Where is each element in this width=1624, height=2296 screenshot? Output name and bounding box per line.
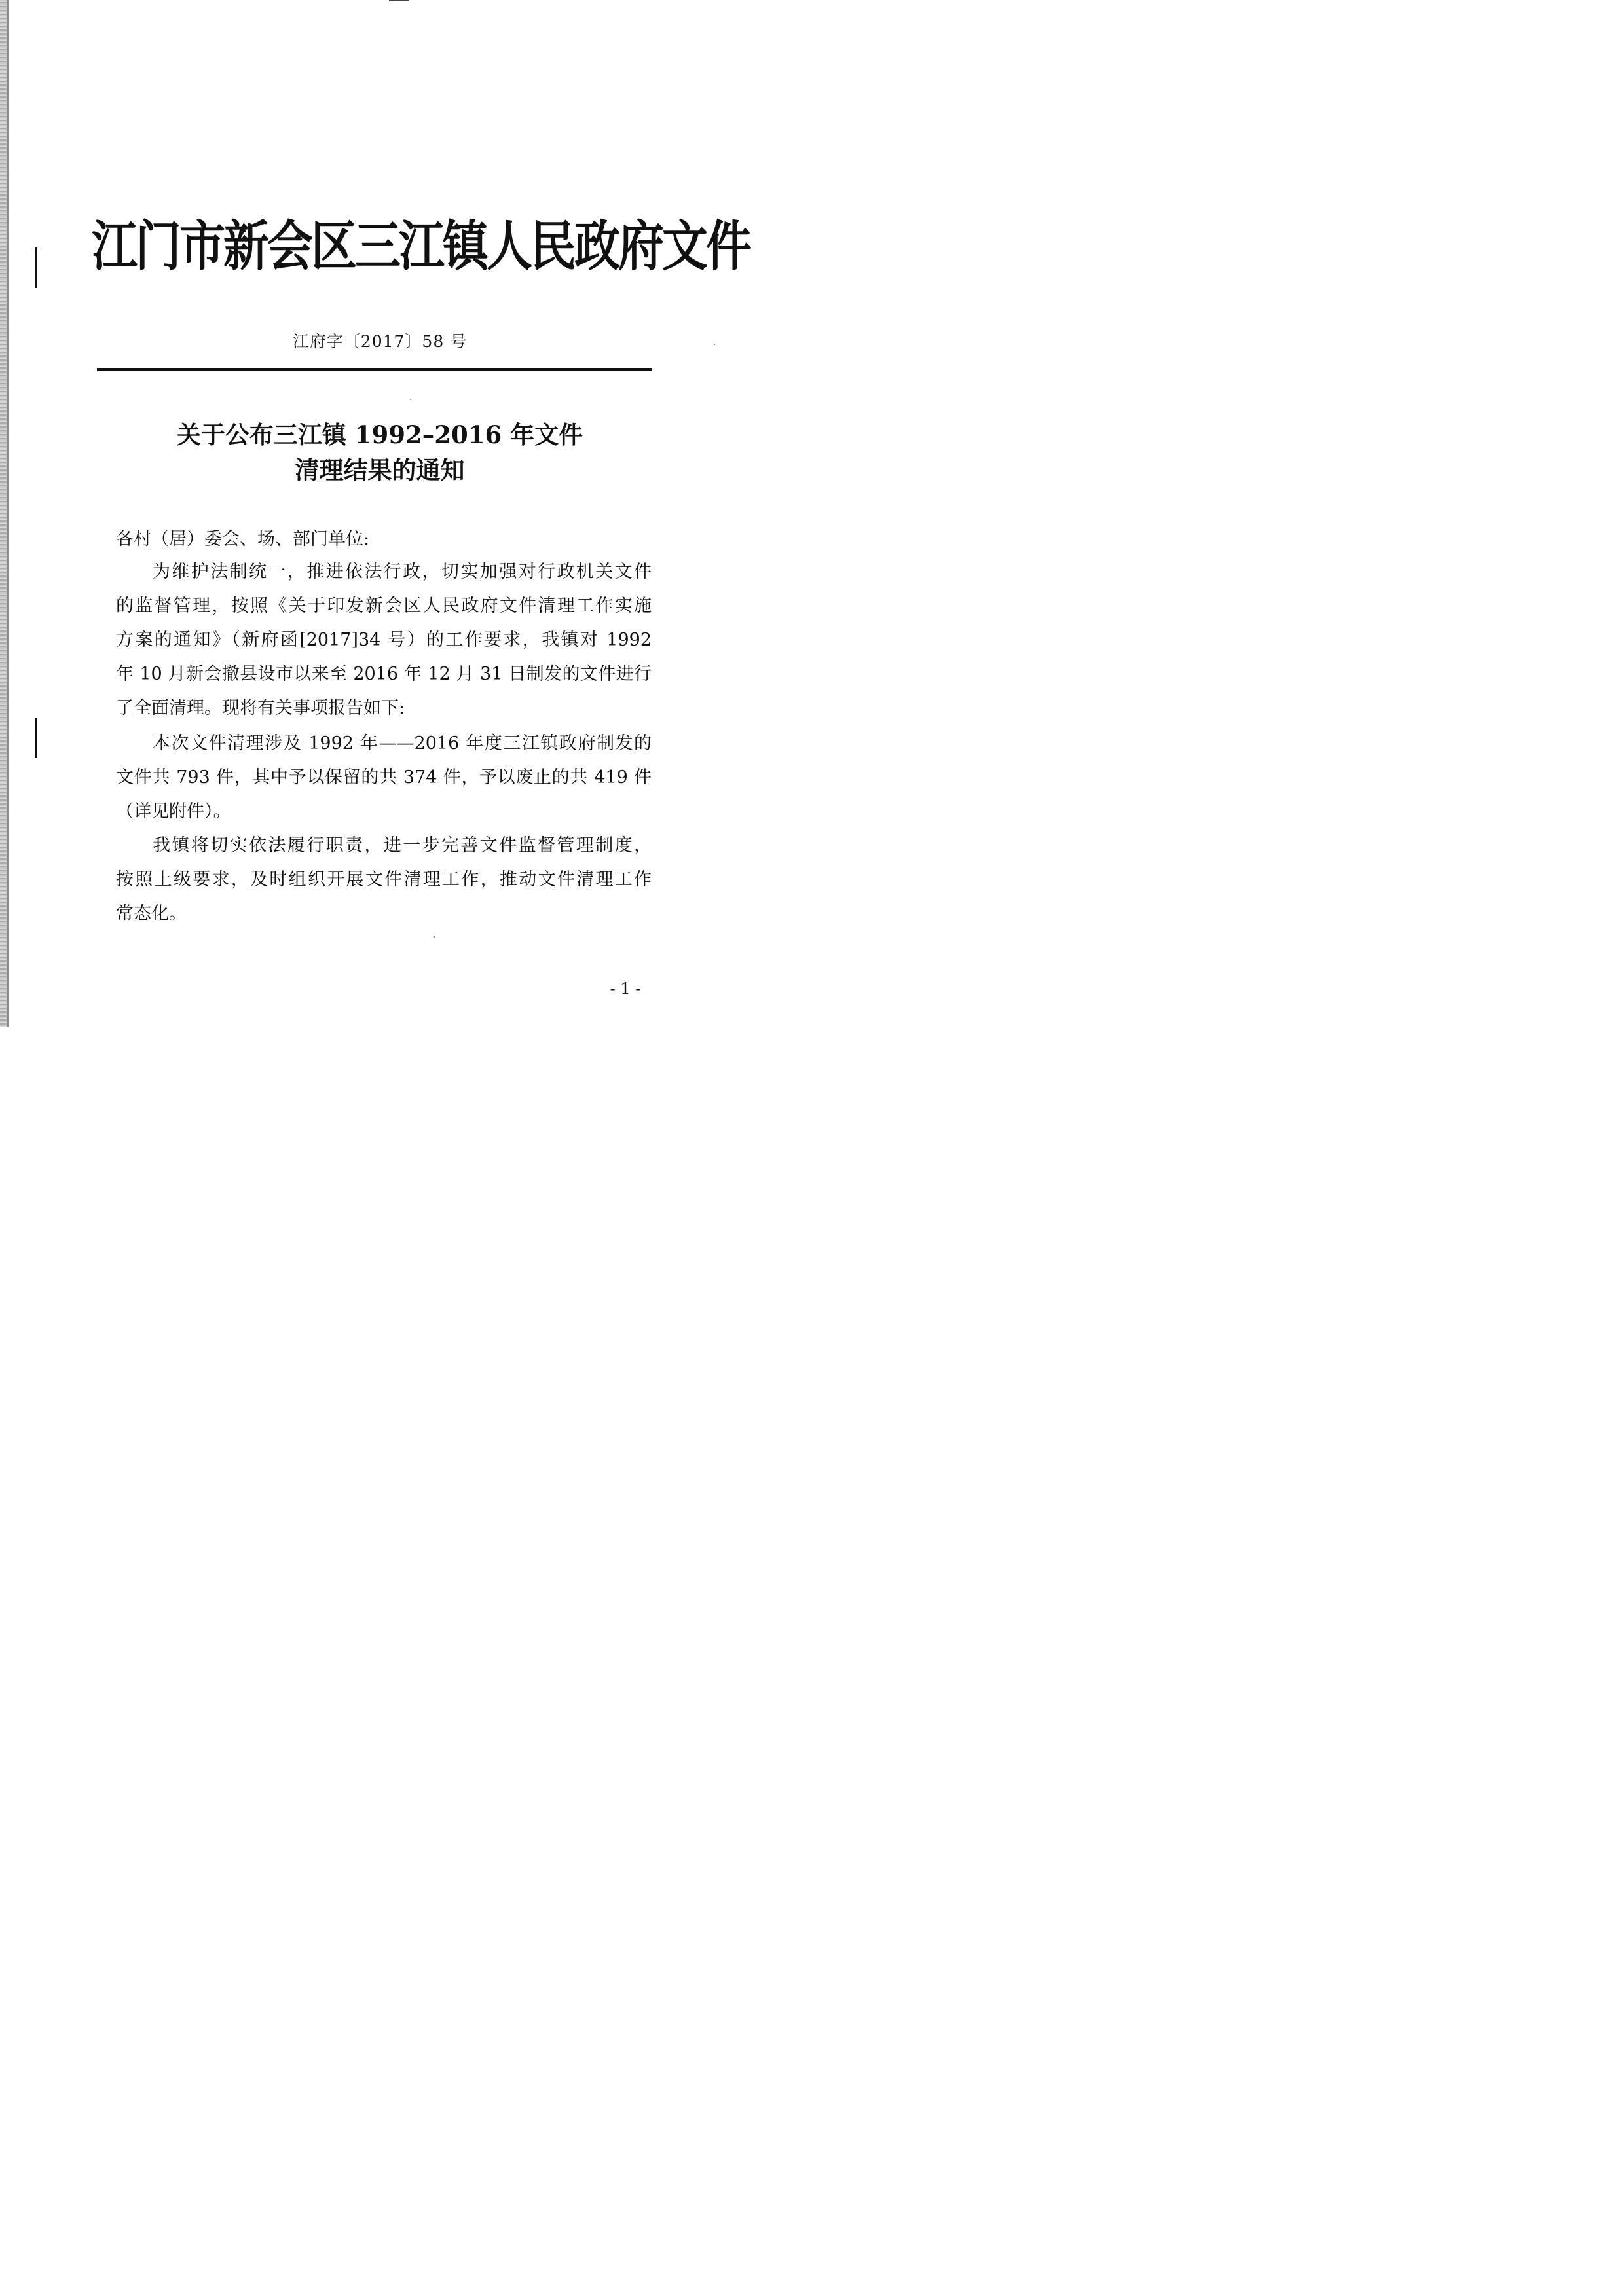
paragraph-line: 本次文件清理涉及 1992 年——2016 年度三江镇政府制发的 xyxy=(153,733,652,754)
paragraph-line: 文件共 793 件，其中予以保留的共 374 件，予以废止的共 419 件 xyxy=(116,767,652,788)
binding-mark-upper xyxy=(35,247,37,288)
page-number: - 1 - xyxy=(610,979,641,998)
paragraph-line: （详见附件）。 xyxy=(116,801,231,822)
paragraph-line: 按照上级要求，及时组织开展文件清理工作，推动文件清理工作 xyxy=(116,869,652,890)
paragraph-commitment xyxy=(116,829,652,931)
scan-speck xyxy=(714,344,715,345)
paragraph-line: 常态化。 xyxy=(116,903,187,924)
scan-edge xyxy=(0,0,7,1027)
paragraph-line: 的监督管理，按照《关于印发新会区人民政府文件清理工作实施 xyxy=(116,596,652,616)
scan-edge-line xyxy=(7,0,9,1027)
paragraph-line: 方案的通知》（新府函[2017]34 号）的工作要求，我镇对 1992 xyxy=(116,630,652,650)
paragraph-line: 了全面清理。现将有关事项报告如下: xyxy=(116,698,405,718)
notice-title-line-1: 关于公布三江镇 1992–2016 年文件 xyxy=(176,420,583,449)
paragraph-background xyxy=(116,555,652,725)
paragraph-line: 我镇将切实依法履行职责，进一步完善文件监督管理制度， xyxy=(153,835,652,856)
scan-speck xyxy=(434,936,435,938)
paragraph-results xyxy=(116,727,652,829)
top-scan-mark xyxy=(389,0,409,1)
paragraph-line: 为维护法制统一，推进依法行政，切实加强对行政机关文件 xyxy=(153,562,652,582)
scan-speck xyxy=(410,399,411,400)
separator-rule xyxy=(97,368,652,371)
binding-mark-lower xyxy=(35,718,37,758)
paragraph-line: 年 10 月新会撤县设市以来至 2016 年 12 月 31 日制发的文件进行 xyxy=(116,664,652,684)
salutation: 各村（居）委会、场、部门单位: xyxy=(116,529,370,549)
document-number: 江府字〔2017〕58 号 xyxy=(292,332,468,351)
issuing-authority-title: 江门市新会区三江镇人民政府文件 xyxy=(92,213,750,278)
notice-title-line-2: 清理结果的通知 xyxy=(295,456,465,484)
